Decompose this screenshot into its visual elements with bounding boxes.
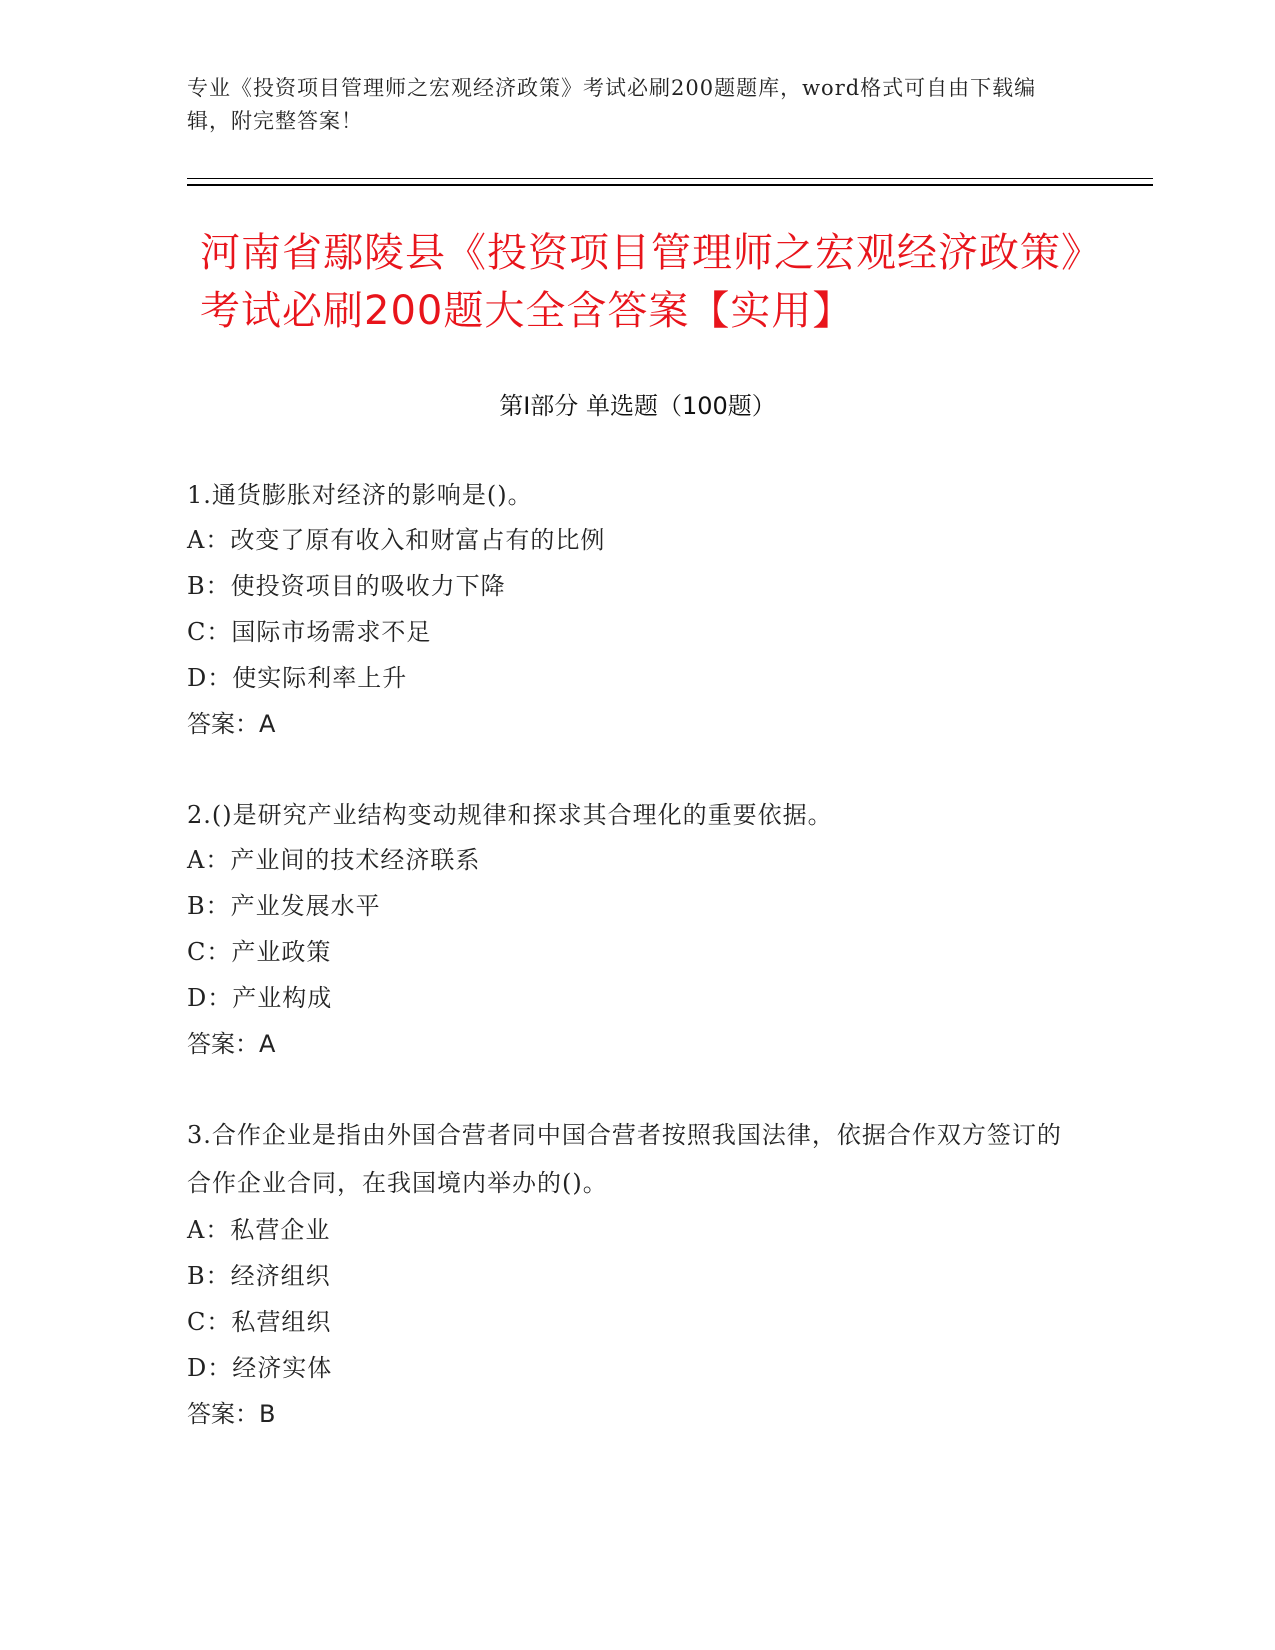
answer: 答案：B: [187, 1400, 276, 1428]
option-a: A：改变了原有收入和财富占有的比例: [187, 526, 606, 554]
answer: 答案：A: [187, 1030, 276, 1058]
option-b: B：产业发展水平: [187, 892, 381, 920]
option-c: C：产业政策: [187, 938, 332, 966]
question-block: [187, 791, 1067, 1067]
option-d: D：产业构成: [187, 984, 333, 1012]
option-d: D：经济实体: [187, 1354, 333, 1382]
question-stem: 3.合作企业是指由外国合营者同中国合营者按照我国法律，依据合作双方签订的合作企业合同，在我国境内举办的()。: [187, 1121, 1062, 1197]
question-stem: 1.通货膨胀对经济的影响是()。: [187, 481, 533, 509]
option-c: C：私营组织: [187, 1308, 332, 1336]
option-d: D：使实际利率上升: [187, 664, 408, 692]
question-block: [187, 1111, 1067, 1437]
document-header-note: 专业《投资项目管理师之宏观经济政策》考试必刷200题题库，word格式可自由下载编辑，附完整答案！: [187, 76, 1037, 133]
option-b: B：经济组织: [187, 1262, 331, 1290]
option-a: A：私营企业: [187, 1216, 331, 1244]
document-title: 河南省鄢陵县《投资项目管理师之宏观经济政策》考试必刷200题大全含答案【实用】: [200, 230, 1082, 334]
header-divider-top: [187, 178, 1153, 179]
option-c: C：国际市场需求不足: [187, 618, 432, 646]
header-divider-bottom: [187, 184, 1153, 186]
option-b: B：使投资项目的吸收力下降: [187, 572, 506, 600]
answer: 答案：A: [187, 710, 276, 738]
option-a: A：产业间的技术经济联系: [187, 846, 481, 874]
question-stem: 2.()是研究产业结构变动规律和探求其合理化的重要依据。: [187, 801, 833, 829]
question-block: [187, 471, 1067, 747]
section-heading: 第I部分 单选题（100题）: [499, 392, 776, 420]
